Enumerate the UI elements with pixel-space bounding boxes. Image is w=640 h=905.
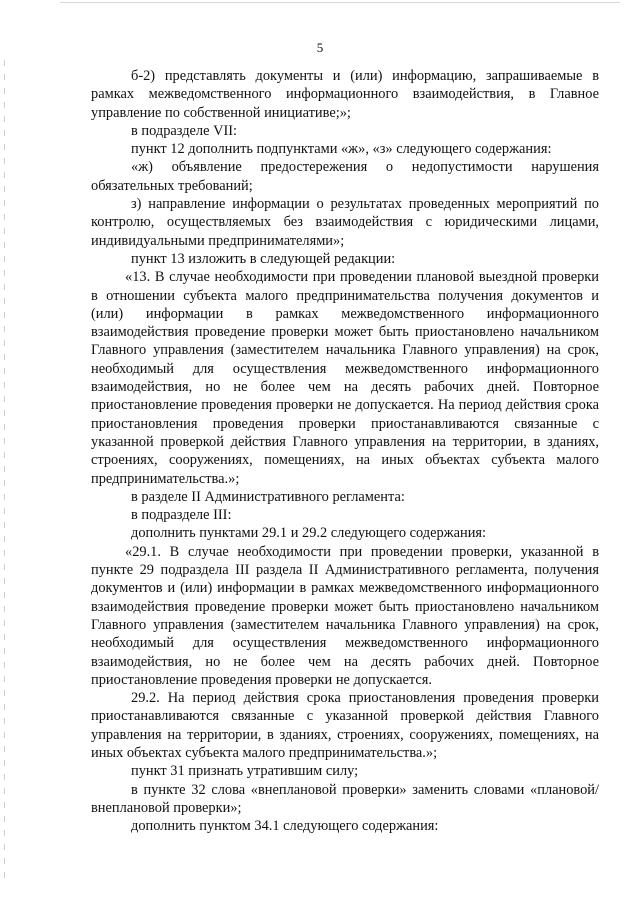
paragraph-add-29: дополнить пунктами 29.1 и 29.2 следующего содержания: (131, 525, 487, 542)
paragraph-subpoint-z: з) направление информации о результатах проведенных мероприятий по контролю, осуществляемых без взаимодействия с юридическими лицами, индивидуальными предпринимателями»; (91, 196, 599, 249)
paragraph-section-ii: в разделе II Административного регламента: (131, 488, 405, 505)
paragraph-point-13-text: «13. В случае необходимости при проведении плановой выездной проверки в отношении субъекта малого предпринимательства получения документов и (или) информации в рамках межведомственного информационного взаимодействия проведение проверки может быть приостановлено начальником Главного управления (заместителем начальника Главного управления) на срок, необходимый для осуществления межведомственного информационного взаимодействия, но не более чем на десять рабочих дней. Повторное приостановление проведения проверки не допускается. На период действия срока приостановления проведения проверки приостанавливаются связанные с указанной проверкой действия Главного управления на территории, в зданиях, строениях, сооружениях, помещениях, на иных объектах субъекта малого предпринимательства.»; (91, 269, 599, 487)
paragraph-point-32: в пункте 32 слова «внеплановой проверки» заменить словами «плановой/внеплановой проверки»; (91, 781, 599, 816)
scan-edge-top (60, 2, 620, 3)
paragraph-point-34-1: дополнить пунктом 34.1 следующего содержания: (131, 818, 439, 835)
paragraph-b2: б-2) представлять документы и (или) информацию, запрашиваемые в рамках межведомственного информационного взаимодействия, в Главное управление по собственной инициативе;»; (91, 68, 599, 121)
paragraph-point-13-intro: пункт 13 изложить в следующей редакции: (131, 250, 396, 267)
paragraph-subpoint-zh: «ж) объявление предостережения о недопустимости нарушения обязательных требований; (91, 159, 599, 194)
paragraph-subsection-iii: в подразделе III: (131, 507, 232, 524)
paragraph-point-29-2: 29.2. На период действия срока приостановления проведения проверки приостанавливаются связанные с указанной проверкой действия Главного управления на территории, в зданиях, строениях, сооружениях, помещениях, на иных объектах субъекта малого предпринимательства.»; (91, 690, 599, 761)
page-number: 5 (316, 40, 324, 55)
scan-edge-left (4, 60, 5, 880)
paragraph-point-12: пункт 12 дополнить подпунктами «ж», «з» следующего содержания: (131, 141, 552, 158)
paragraph-point-29-1: «29.1. В случае необходимости при проведении проверки, указанной в пункте 29 подраздела III раздела II Административного регламента, получения документов и (или) информации в рамках межведомственного информационного взаимодействия проведение проверки может быть приостановлено начальником Главного управления (заместителем начальника Главного управления) на срок, необходимый для осуществления межведомственного информационного взаимодействия, но не более чем на десять рабочих дней. Повторное приостановление проведения проверки не допускается. (91, 543, 599, 688)
paragraph-subsection-vii: в подразделе VII: (131, 122, 238, 139)
document-body (91, 67, 599, 835)
paragraph-point-31: пункт 31 признать утратившим силу; (131, 763, 359, 780)
